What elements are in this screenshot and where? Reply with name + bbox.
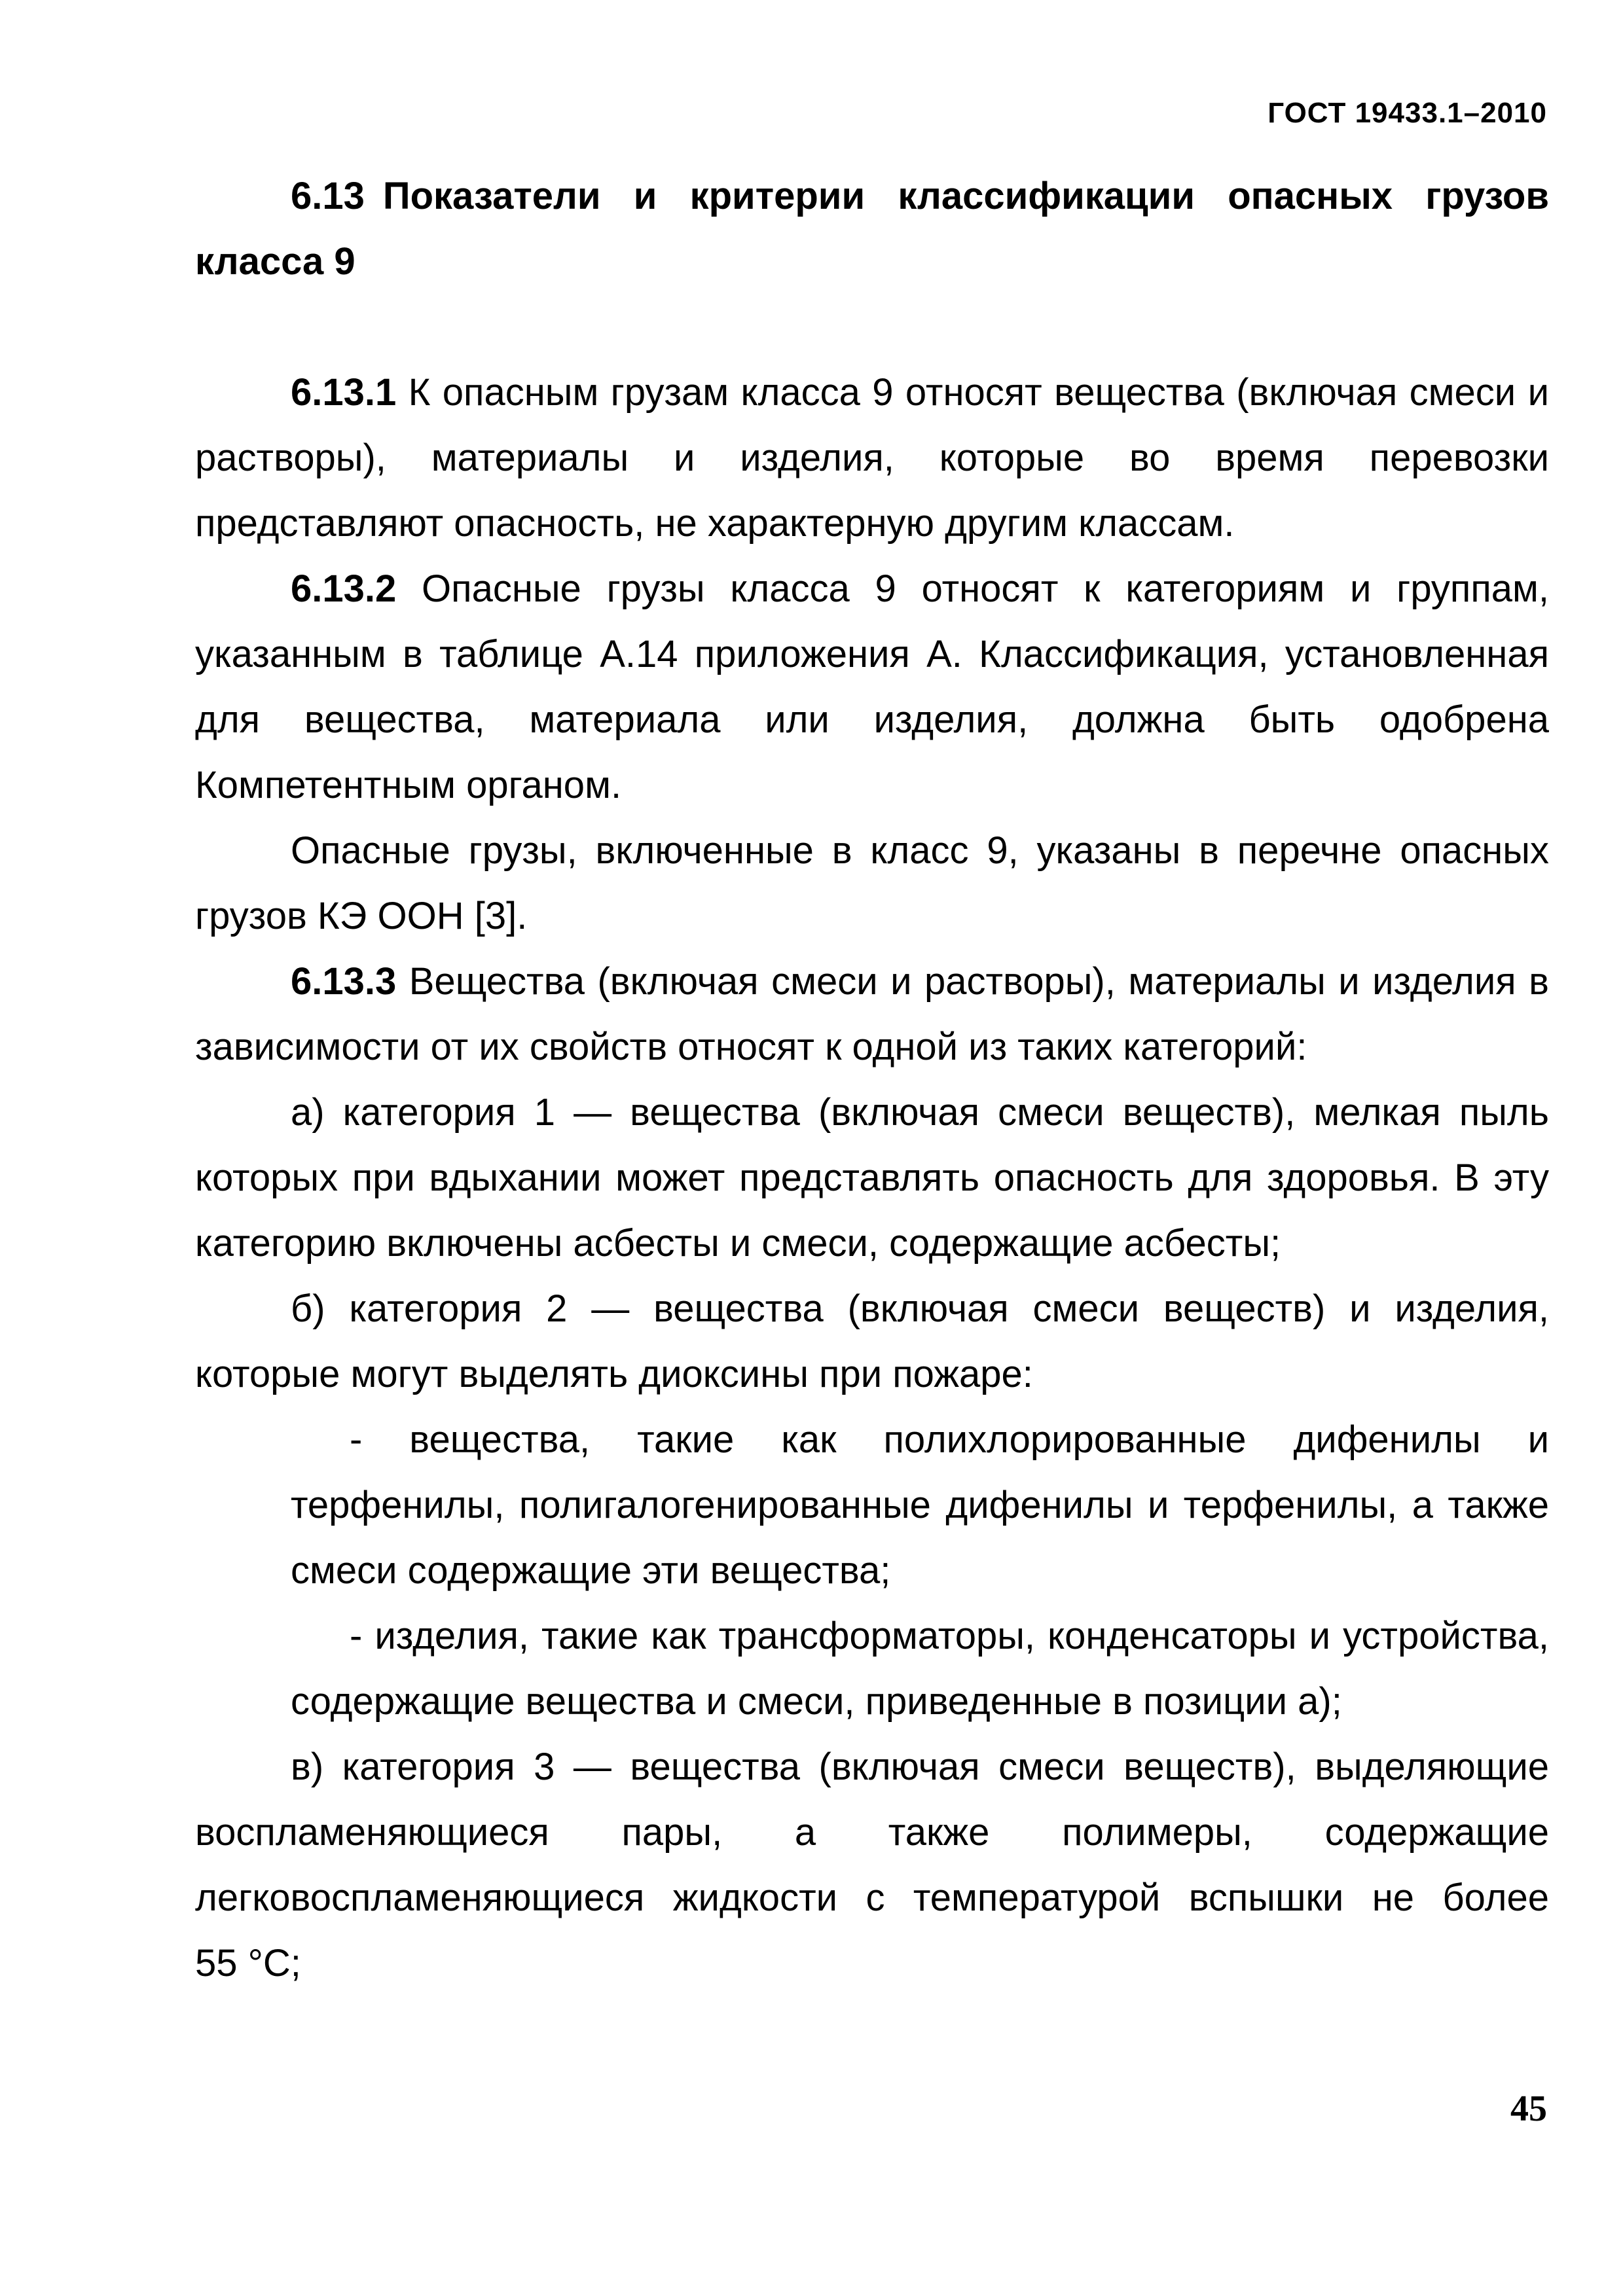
document-id: ГОСТ 19433.1–2010 xyxy=(1267,97,1547,129)
paragraph-text: Опасные грузы класса 9 относят к категориям и группам, указанным в таблице А.14 приложения А. Классификация, установленная для вещества, материала или изделия, должна быть одобрена Компетентным органом. xyxy=(195,567,1549,806)
paragraph-text: К опасным грузам класса 9 относят вещества (включая смеси и растворы), материалы и изделия, которые во время перевозки представляют опасность, не характерную другим классам. xyxy=(195,371,1549,545)
paragraph-6-13-1 xyxy=(195,360,1549,556)
sub-item-substances: - вещества, такие как полихлорированные дифенилы и терфенилы, полигалогенированные дифенилы и терфенилы, а также смеси содержащие эти вещества; xyxy=(291,1418,1549,1592)
section-title: Показатели и критерии классификации опасных грузов класса 9 xyxy=(195,175,1549,283)
list-item-a: а) категория 1 — вещества (включая смеси веществ), мелкая пыль которых при вдыхании может представлять опасность для здоровья. В эту категорию включены асбесты и смеси, содержащие асбесты; xyxy=(195,1091,1549,1265)
clause-number: 6.13.2 xyxy=(291,567,397,610)
paragraph-text: Вещества (включая смеси и растворы), материалы и изделия в зависимости от их свойств относят к одной из таких категорий: xyxy=(195,960,1549,1068)
paragraph-un-list: Опасные грузы, включенные в класс 9, указаны в перечне опасных грузов КЭ ООН [3]. xyxy=(195,829,1549,937)
page-body xyxy=(195,164,1549,1996)
clause-number: 6.13.3 xyxy=(291,960,397,1003)
paragraph-6-13-2 xyxy=(195,556,1549,818)
section-number: 6.13 xyxy=(291,175,365,217)
page-number: 45 xyxy=(1510,2089,1547,2129)
paragraph-6-13-3 xyxy=(195,949,1549,1080)
list-item-b: б) категория 2 — вещества (включая смеси веществ) и изделия, которые могут выделять диоксины при пожаре: xyxy=(195,1287,1549,1395)
list-item-c-tail: 55 °С; xyxy=(195,1942,301,1984)
section-heading xyxy=(195,164,1549,295)
clause-number: 6.13.1 xyxy=(291,371,397,414)
list-item-c: в) категория 3 — вещества (включая смеси веществ), выделяющие воспламеняющиеся пары, а также полимеры, содержащие легковоспламеняющиеся жидкости с температурой вспышки не более xyxy=(195,1746,1549,1919)
sub-item-articles: - изделия, такие как трансформаторы, конденсаторы и устройства, содержащие вещества и смеси, приведенные в позиции а); xyxy=(291,1615,1549,1723)
